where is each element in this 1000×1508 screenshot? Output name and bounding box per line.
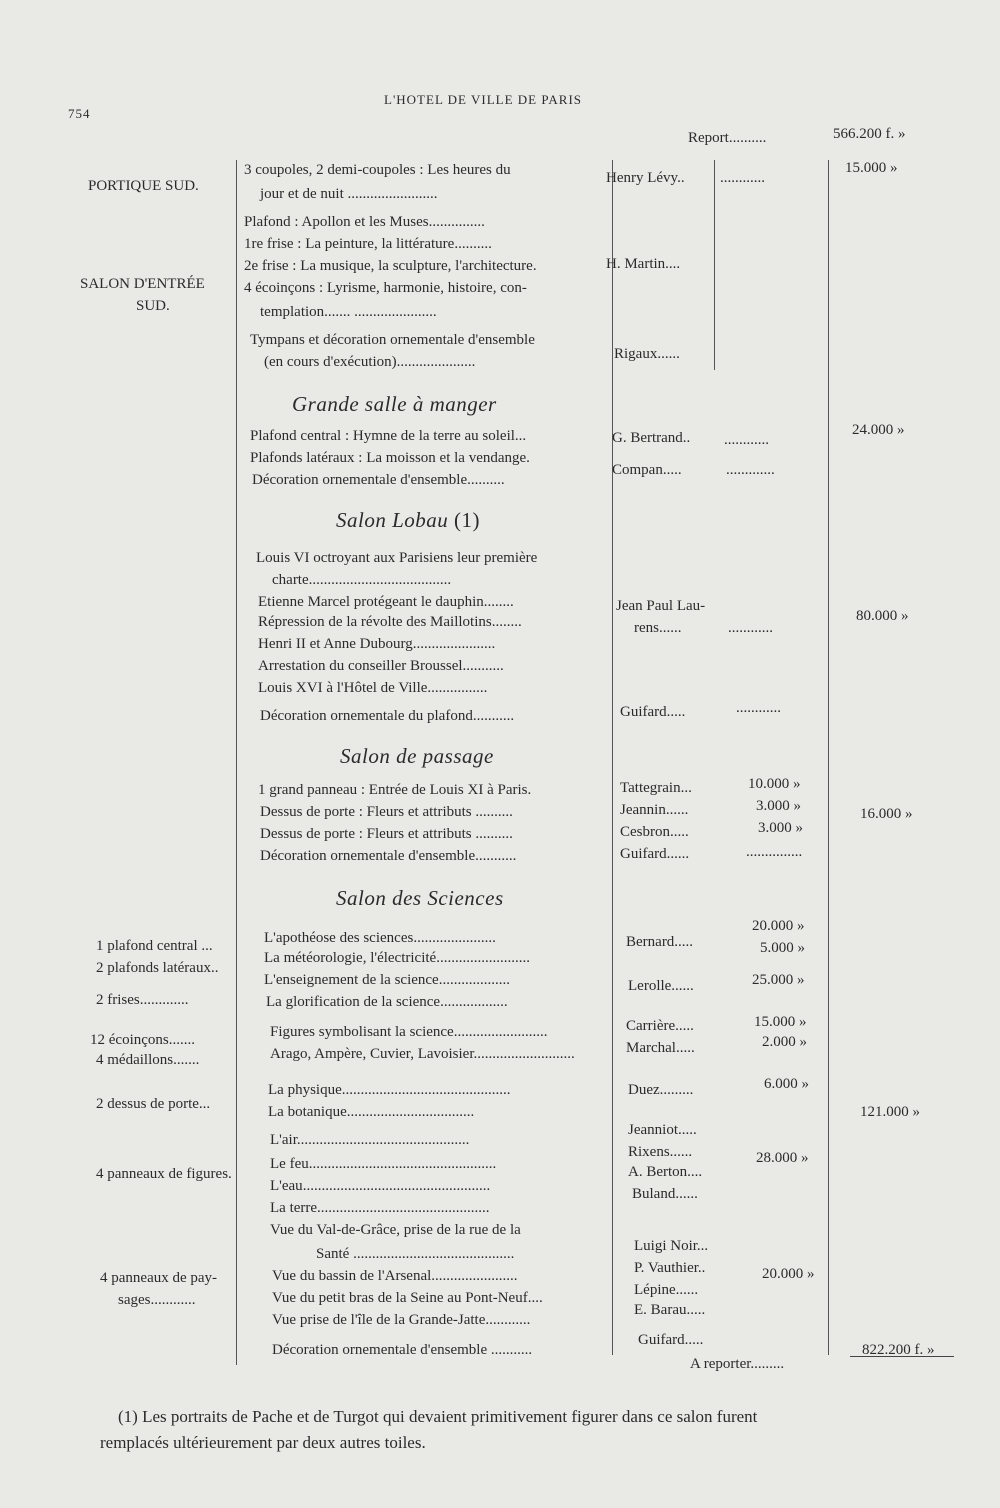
tympans-line-2: (en cours d'exécution)..................... <box>264 354 476 370</box>
salon-entree-item: 4 écoinçons : Lyrisme, harmonie, histoire, con- <box>244 280 527 296</box>
dots: ............ <box>736 700 781 716</box>
sciences-left-label: 12 écoinçons....... <box>90 1032 195 1048</box>
sciences-artist: E. Barau..... <box>634 1302 706 1318</box>
salon-entree-item: Plafond : Apollon et les Muses............... <box>244 214 485 230</box>
sciences-left-label: 4 panneaux de figures. <box>96 1166 232 1182</box>
lobau-item: Henri II et Anne Dubourg...................... <box>258 636 496 652</box>
a-reporter-label: A reporter......... <box>690 1356 785 1372</box>
salon-entree-item: 1re frise : La peinture, la littérature.......... <box>244 236 492 252</box>
sciences-item: La glorification de la science.................. <box>266 994 508 1010</box>
sciences-left-label: 4 médaillons....... <box>96 1052 200 1068</box>
lobau-artist-1: Jean Paul Lau- <box>616 598 706 614</box>
sciences-artist: Lépine...... <box>634 1282 699 1298</box>
sciences-artist: A. Berton.... <box>628 1164 703 1180</box>
sciences-item: Figures symbolisant la science......................... <box>270 1024 548 1040</box>
section-title-salon-passage: Salon de passage <box>340 744 494 768</box>
portique-artist: Henry Lévy.. <box>606 170 685 186</box>
sciences-left-label: 4 panneaux de pay- <box>100 1270 218 1286</box>
lobau-item: Louis VI octroyant aux Parisiens leur première <box>256 550 538 566</box>
portique-dots: ............ <box>720 170 765 186</box>
salon-entree-label-2: SUD. <box>136 298 170 314</box>
sciences-item: Arago, Ampère, Cuvier, Lavoisier........................... <box>270 1046 575 1062</box>
sciences-artist: Rixens...... <box>628 1144 693 1160</box>
lobau-item: Décoration ornementale du plafond........... <box>260 708 515 724</box>
dots: ............ <box>728 620 773 636</box>
sciences-artist: Lerolle...... <box>628 978 694 994</box>
footnote-reference: (1) <box>454 508 481 532</box>
lobau-item: Répression de la révolte des Maillotins........ <box>258 614 522 630</box>
a-reporter-amount: 822.200 f. » <box>862 1342 935 1358</box>
lobau-total: 80.000 » <box>856 608 909 624</box>
sciences-artist: Luigi Noir... <box>634 1238 709 1254</box>
passage-amount: 3.000 » <box>758 820 803 836</box>
salon-entree-item: templation....... ...................... <box>260 304 437 320</box>
passage-artist: Tattegrain... <box>620 780 692 796</box>
section-title-grande-salle: Grande salle à manger <box>292 392 497 416</box>
passage-item: 1 grand panneau : Entrée de Louis XI à Paris. <box>258 782 532 798</box>
salon-entree-item: 2e frise : La musique, la sculpture, l'architecture. <box>244 258 537 274</box>
portique-sud-label: PORTIQUE SUD. <box>88 178 199 194</box>
sciences-item: Vue du Val-de-Grâce, prise de la rue de la <box>270 1222 521 1238</box>
sciences-amount: 2.000 » <box>762 1034 807 1050</box>
sciences-item: La physique............................................. <box>268 1082 511 1098</box>
sciences-item: Le feu.................................................. <box>270 1156 497 1172</box>
salon-entree-artist: H. Martin.... <box>606 256 681 272</box>
sciences-item: La botanique.................................. <box>268 1104 475 1120</box>
dots: ............ <box>724 432 769 448</box>
sciences-item: Vue du petit bras de la Seine au Pont-Neuf.... <box>272 1290 543 1306</box>
column-rule-amounts <box>714 160 715 370</box>
sciences-artist: Marchal..... <box>626 1040 695 1056</box>
passage-amount: 3.000 » <box>756 798 801 814</box>
sciences-amount: 25.000 » <box>752 972 805 988</box>
sciences-artist: Guifard..... <box>638 1332 704 1348</box>
sciences-amount: 20.000 » <box>762 1266 815 1282</box>
lobau-item: Etienne Marcel protégeant le dauphin........ <box>258 594 514 610</box>
grande-salle-artist-2: Compan..... <box>612 462 682 478</box>
sciences-item: L'eau.................................................. <box>270 1178 491 1194</box>
passage-amount: 10.000 » <box>748 776 801 792</box>
report-label: Report.......... <box>688 130 767 146</box>
column-rule-artists <box>612 160 613 1355</box>
sciences-item: La terre.............................................. <box>270 1200 490 1216</box>
passage-artist: Guifard...... <box>620 846 690 862</box>
passage-artist: Jeannin...... <box>620 802 689 818</box>
portique-total: 15.000 » <box>845 160 898 176</box>
dots: ............... <box>746 844 803 860</box>
sciences-left-label: 2 dessus de porte... <box>96 1096 211 1112</box>
page-number: 754 <box>68 106 91 121</box>
passage-artist: Cesbron..... <box>620 824 689 840</box>
lobau-artist-2: rens...... <box>634 620 682 636</box>
passage-item: Décoration ornementale d'ensemble........... <box>260 848 517 864</box>
sciences-amount: 28.000 » <box>756 1150 809 1166</box>
portique-line-1: 3 coupoles, 2 demi-coupoles : Les heures du <box>244 162 511 178</box>
dots: ............. <box>726 462 775 478</box>
sciences-item: Vue du bassin de l'Arsenal....................... <box>272 1268 518 1284</box>
passage-total: 16.000 » <box>860 806 913 822</box>
tympans-line-1: Tympans et décoration ornementale d'ensemble <box>250 332 535 348</box>
sciences-amount: 15.000 » <box>754 1014 807 1030</box>
sciences-amount: 5.000 » <box>760 940 805 956</box>
lobau-item: Louis XVI à l'Hôtel de Ville................ <box>258 680 488 696</box>
sciences-left-label: sages............ <box>118 1292 196 1308</box>
sciences-artist: P. Vauthier.. <box>634 1260 706 1276</box>
grande-salle-item: Plafonds latéraux : La moisson et la vendange. <box>250 450 530 466</box>
footnote-line-1: (1) Les portraits de Pache et de Turgot qui devaient primitivement figurer dans ce salon furent <box>118 1407 758 1426</box>
sciences-artist: Jeanniot..... <box>628 1122 697 1138</box>
passage-item: Dessus de porte : Fleurs et attributs .......... <box>260 826 513 842</box>
report-amount: 566.200 f. » <box>833 126 906 142</box>
grande-salle-total: 24.000 » <box>852 422 905 438</box>
sciences-item: Santé ........................................... <box>316 1246 515 1262</box>
sciences-item: Vue prise de l'île de la Grande-Jatte............ <box>272 1312 531 1328</box>
sciences-total: 121.000 » <box>860 1104 920 1120</box>
grande-salle-artist-1: G. Bertrand.. <box>612 430 691 446</box>
sciences-item: L'enseignement de la science................... <box>264 972 510 988</box>
salon-entree-label-1: SALON D'ENTRÉE <box>80 276 205 292</box>
running-title: L'HOTEL DE VILLE DE PARIS <box>384 92 583 107</box>
sciences-artist: Bernard..... <box>626 934 694 950</box>
column-rule-left <box>236 160 237 1365</box>
sciences-artist: Duez......... <box>628 1082 694 1098</box>
sciences-item: Décoration ornementale d'ensemble ........... <box>272 1342 533 1358</box>
section-title-salon-sciences: Salon des Sciences <box>336 886 504 910</box>
tympans-artist: Rigaux...... <box>614 346 680 362</box>
sciences-item: La météorologie, l'électricité......................... <box>264 950 530 966</box>
portique-line-2: jour et de nuit ........................ <box>260 186 438 202</box>
sciences-left-label: 2 plafonds latéraux.. <box>96 960 219 976</box>
section-title-salon-lobau: Salon Lobau (1) <box>336 508 481 532</box>
lobau-item: charte...................................... <box>272 572 452 588</box>
sciences-item: L'apothéose des sciences...................... <box>264 930 496 946</box>
sciences-amount: 20.000 » <box>752 918 805 934</box>
lobau-item: Arrestation du conseiller Broussel........... <box>258 658 504 674</box>
grande-salle-item: Plafond central : Hymne de la terre au soleil... <box>250 428 527 444</box>
sciences-left-label: 2 frises............. <box>96 992 189 1008</box>
footnote-line-2: remplacés ultérieurement par deux autres toiles. <box>100 1433 426 1452</box>
column-rule-totals <box>828 160 829 1355</box>
sciences-item: L'air.............................................. <box>270 1132 470 1148</box>
grande-salle-item: Décoration ornementale d'ensemble.......... <box>252 472 505 488</box>
passage-item: Dessus de porte : Fleurs et attributs .......... <box>260 804 513 820</box>
sciences-amount: 6.000 » <box>764 1076 809 1092</box>
sciences-artist: Carrière..... <box>626 1018 694 1034</box>
sciences-artist: Buland...... <box>632 1186 698 1202</box>
lobau-artist-3: Guifard..... <box>620 704 686 720</box>
sciences-left-label: 1 plafond central ... <box>96 938 213 954</box>
